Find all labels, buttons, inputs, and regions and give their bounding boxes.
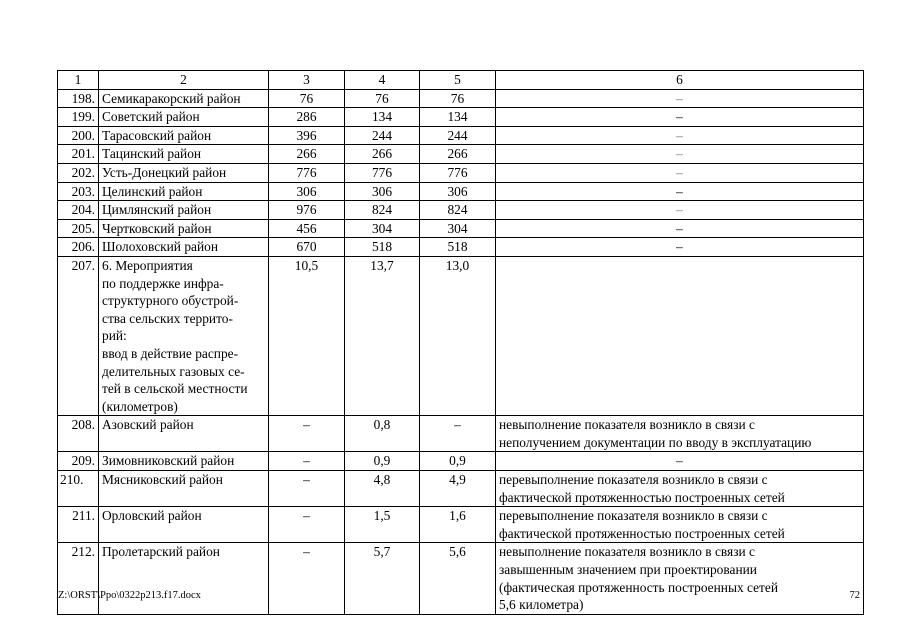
actual-value-cell: 76: [420, 89, 496, 108]
plan-value-cell: –: [269, 452, 345, 471]
comment-cell: –: [496, 201, 864, 220]
plan-value-cell: –: [269, 416, 345, 452]
table-row: [58, 452, 864, 471]
comment-cell: –: [496, 89, 864, 108]
district-name-cell: Тацинский район: [99, 145, 269, 164]
plan-value-cell: –: [269, 507, 345, 543]
actual-value-cell: 5,6: [420, 543, 496, 614]
target-value-cell: 824: [345, 201, 420, 220]
actual-value-cell: –: [420, 416, 496, 452]
row-number-cell: 211.: [58, 507, 99, 543]
table-row: [58, 163, 864, 182]
target-value-cell: 0,8: [345, 416, 420, 452]
plan-value-cell: 10,5: [269, 256, 345, 415]
table-row: [58, 543, 864, 614]
row-number-cell: 207.: [58, 256, 99, 415]
target-value-cell: 134: [345, 108, 420, 127]
table-row: [58, 471, 864, 507]
table-row: [58, 219, 864, 238]
target-value-cell: 266: [345, 145, 420, 164]
plan-value-cell: –: [269, 543, 345, 614]
district-name-cell: Пролетарский район: [99, 543, 269, 614]
actual-value-cell: 1,6: [420, 507, 496, 543]
actual-value-cell: 4,9: [420, 471, 496, 507]
target-value-cell: 304: [345, 219, 420, 238]
comment-cell: –: [496, 145, 864, 164]
actual-value-cell: 306: [420, 182, 496, 201]
plan-value-cell: 776: [269, 163, 345, 182]
district-name-cell: Чертковский район: [99, 219, 269, 238]
comment-cell: [496, 256, 864, 415]
file-path: Z:\ORST\Ppo\0322p213.f17.docx: [58, 590, 201, 601]
plan-value-cell: –: [269, 471, 345, 507]
row-number-cell: 201.: [58, 145, 99, 164]
table-row: [58, 182, 864, 201]
plan-value-cell: 266: [269, 145, 345, 164]
district-name-cell: Цимлянский район: [99, 201, 269, 220]
row-number-cell: 210.: [58, 471, 99, 507]
table-row: [58, 507, 864, 543]
plan-value-cell: 670: [269, 238, 345, 257]
row-number-cell: 212.: [58, 543, 99, 614]
comment-cell: невыполнение показателя возникло в связи с завышенным значением при проектировании (фактическая протяженность построенных сетей 5,6 километра): [496, 543, 864, 614]
actual-value-cell: 244: [420, 126, 496, 145]
actual-value-cell: 13,0: [420, 256, 496, 415]
actual-value-cell: 824: [420, 201, 496, 220]
plan-value-cell: 286: [269, 108, 345, 127]
district-name-cell: Азовский район: [99, 416, 269, 452]
table-row: [58, 238, 864, 257]
actual-value-cell: 518: [420, 238, 496, 257]
header-cell: 2: [99, 71, 269, 90]
district-name-cell: Тарасовский район: [99, 126, 269, 145]
table-row: [58, 145, 864, 164]
plan-value-cell: 76: [269, 89, 345, 108]
header-cell: 3: [269, 71, 345, 90]
target-value-cell: 5,7: [345, 543, 420, 614]
comment-cell: –: [496, 219, 864, 238]
row-number-cell: 199.: [58, 108, 99, 127]
plan-value-cell: 456: [269, 219, 345, 238]
district-name-cell: Целинский район: [99, 182, 269, 201]
row-number-cell: 206.: [58, 238, 99, 257]
row-number-cell: 203.: [58, 182, 99, 201]
actual-value-cell: 266: [420, 145, 496, 164]
target-value-cell: 4,8: [345, 471, 420, 507]
table-row: [58, 416, 864, 452]
district-name-cell: Семикаракорский район: [99, 89, 269, 108]
comment-cell: –: [496, 163, 864, 182]
data-table: [57, 70, 864, 615]
header-cell: 5: [420, 71, 496, 90]
row-number-cell: 209.: [58, 452, 99, 471]
district-name-cell: Усть-Донецкий район: [99, 163, 269, 182]
actual-value-cell: 304: [420, 219, 496, 238]
table-row: [58, 89, 864, 108]
district-name-cell: Орловский район: [99, 507, 269, 543]
target-value-cell: 0,9: [345, 452, 420, 471]
target-value-cell: 518: [345, 238, 420, 257]
district-name-cell: 6. Мероприятия по поддержке инфра- структурного обустрой- ства сельских террито- рий: ввод в действие распре- делительных газовых се- тей в сельской местности (километров): [99, 256, 269, 415]
comment-cell: –: [496, 126, 864, 145]
row-number-cell: 204.: [58, 201, 99, 220]
comment-cell: перевыполнение показателя возникло в связи с фактической протяженностью построенных сетей: [496, 471, 864, 507]
page-number: 72: [849, 590, 860, 601]
row-number-cell: 208.: [58, 416, 99, 452]
comment-cell: –: [496, 238, 864, 257]
actual-value-cell: 0,9: [420, 452, 496, 471]
header-row: [58, 71, 864, 90]
target-value-cell: 306: [345, 182, 420, 201]
comment-cell: –: [496, 452, 864, 471]
comment-cell: перевыполнение показателя возникло в связи с фактической протяженностью построенных сетей: [496, 507, 864, 543]
header-cell: 6: [496, 71, 864, 90]
header-cell: 4: [345, 71, 420, 90]
district-name-cell: Зимовниковский район: [99, 452, 269, 471]
table-row: [58, 108, 864, 127]
table-row: [58, 256, 864, 415]
table-row: [58, 126, 864, 145]
target-value-cell: 13,7: [345, 256, 420, 415]
actual-value-cell: 134: [420, 108, 496, 127]
plan-value-cell: 306: [269, 182, 345, 201]
plan-value-cell: 976: [269, 201, 345, 220]
target-value-cell: 1,5: [345, 507, 420, 543]
district-name-cell: Советский район: [99, 108, 269, 127]
comment-cell: –: [496, 108, 864, 127]
target-value-cell: 76: [345, 89, 420, 108]
target-value-cell: 776: [345, 163, 420, 182]
actual-value-cell: 776: [420, 163, 496, 182]
district-name-cell: Шолоховский район: [99, 238, 269, 257]
plan-value-cell: 396: [269, 126, 345, 145]
header-cell: 1: [58, 71, 99, 90]
target-value-cell: 244: [345, 126, 420, 145]
comment-cell: невыполнение показателя возникло в связи с неполучением документации по вводу в эксплуатацию: [496, 416, 864, 452]
row-number-cell: 205.: [58, 219, 99, 238]
row-number-cell: 202.: [58, 163, 99, 182]
district-name-cell: Мясниковский район: [99, 471, 269, 507]
row-number-cell: 198.: [58, 89, 99, 108]
comment-cell: –: [496, 182, 864, 201]
table-row: [58, 201, 864, 220]
row-number-cell: 200.: [58, 126, 99, 145]
